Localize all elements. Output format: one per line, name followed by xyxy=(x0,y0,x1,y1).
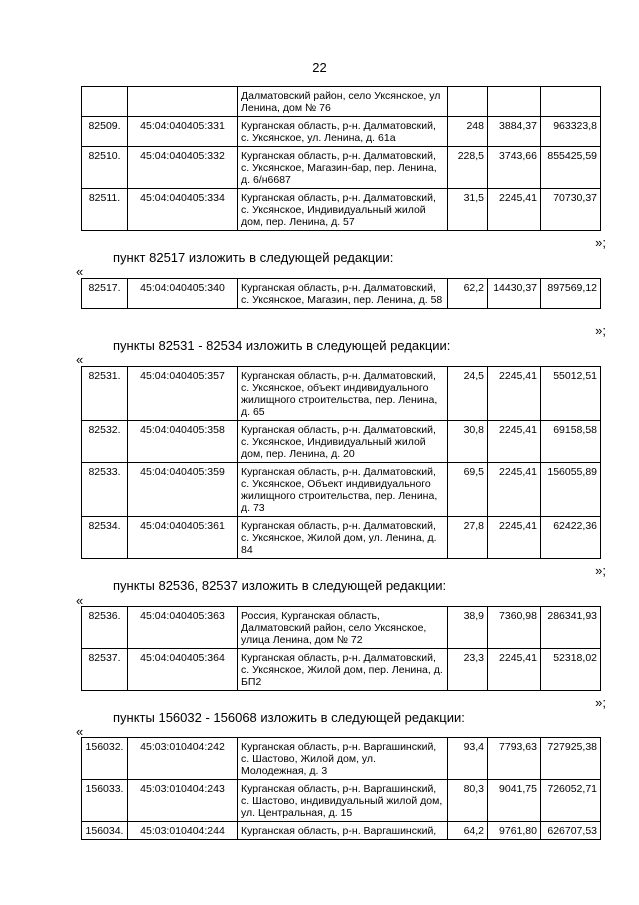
cell-area: 62,2 xyxy=(448,279,488,309)
cell-cadastral-number: 45:03:010404:244 xyxy=(128,822,238,840)
cell-item-number xyxy=(82,87,128,117)
cell-unit-price xyxy=(488,87,541,117)
cell-address: Курганская область, р-н. Далматовский, с. Уксянское, ул. Ленина, д. 61а xyxy=(238,117,448,147)
cell-area: 69,5 xyxy=(448,463,488,517)
table-row xyxy=(82,649,601,691)
cell-cadastral-number: 45:04:040405:364 xyxy=(128,649,238,691)
cell-cadastral-value: 69158,58 xyxy=(541,421,601,463)
cell-area: 24,5 xyxy=(448,367,488,421)
cell-cadastral-number: 45:03:010404:242 xyxy=(128,738,238,780)
cell-address: Курганская область, р-н. Далматовский, с. Уксянское, Жилой дом, пер. Ленина, д. БП2 xyxy=(238,649,448,691)
cell-unit-price: 2245,41 xyxy=(488,517,541,559)
cell-item-number: 82510. xyxy=(82,147,128,189)
cell-unit-price: 7360,98 xyxy=(488,607,541,649)
cell-cadastral-number xyxy=(128,87,238,117)
cell-address: Курганская область, р-н. Далматовский, с. Уксянское, Объект индивидуального жилищного строительства, пер. Ленина, д. 73 xyxy=(238,463,448,517)
cell-item-number: 156033. xyxy=(82,780,128,822)
cell-unit-price: 7793,63 xyxy=(488,738,541,780)
cell-unit-price: 9761,80 xyxy=(488,822,541,840)
closing-quote: »; xyxy=(595,323,606,338)
cell-item-number: 82531. xyxy=(82,367,128,421)
cell-unit-price: 9041,75 xyxy=(488,780,541,822)
cell-unit-price: 14430,37 xyxy=(488,279,541,309)
closing-quote: »; xyxy=(595,695,606,710)
cell-cadastral-number: 45:04:040405:358 xyxy=(128,421,238,463)
cell-cadastral-value: 897569,12 xyxy=(541,279,601,309)
property-table xyxy=(81,278,601,309)
cell-area: 27,8 xyxy=(448,517,488,559)
cell-cadastral-value: 963323,8 xyxy=(541,117,601,147)
cell-cadastral-value: 156055,89 xyxy=(541,463,601,517)
cell-address: Курганская область, р-н. Далматовский, с. Уксянское, Индивидуальный жилой дом, пер. Ленина, д. 57 xyxy=(238,189,448,231)
cell-cadastral-number: 45:04:040405:359 xyxy=(128,463,238,517)
cell-address: Далматовский район, село Уксянское, ул Ленина, дом № 76 xyxy=(238,87,448,117)
table-row xyxy=(82,780,601,822)
cell-cadastral-value: 726052,71 xyxy=(541,780,601,822)
cell-cadastral-value: 286341,93 xyxy=(541,607,601,649)
property-table xyxy=(81,606,601,691)
cell-area: 64,2 xyxy=(448,822,488,840)
cell-unit-price: 2245,41 xyxy=(488,649,541,691)
cell-cadastral-value: 626707,53 xyxy=(541,822,601,840)
cell-cadastral-value xyxy=(541,87,601,117)
table-row xyxy=(82,607,601,649)
cell-area: 228,5 xyxy=(448,147,488,189)
cell-address: Курганская область, р-н. Далматовский, с. Уксянское, объект индивидуального жилищного строительства, пер. Ленина, д. 65 xyxy=(238,367,448,421)
cell-area: 248 xyxy=(448,117,488,147)
cell-cadastral-number: 45:04:040405:334 xyxy=(128,189,238,231)
cell-cadastral-value: 855425,59 xyxy=(541,147,601,189)
cell-cadastral-value: 55012,51 xyxy=(541,367,601,421)
opening-quote: « xyxy=(76,724,84,739)
amendment-instruction: пункты 82536, 82537 изложить в следующей редакции: xyxy=(113,578,447,593)
cell-item-number: 82511. xyxy=(82,189,128,231)
cell-item-number: 82517. xyxy=(82,279,128,309)
cell-unit-price: 3743,66 xyxy=(488,147,541,189)
cell-address: Россия, Курганская область, Далматовский район, село Уксянское, улица Ленина, дом № 72 xyxy=(238,607,448,649)
cell-address: Курганская область, р-н. Варгашинский, с. Шастово, индивидуальный жилой дом, ул. Центральная, д. 15 xyxy=(238,780,448,822)
cell-cadastral-number: 45:04:040405:363 xyxy=(128,607,238,649)
page-number: 22 xyxy=(312,60,327,75)
cell-address: Курганская область, р-н. Варгашинский, с. Шастово, Жилой дом, ул. Молодежная, д. 3 xyxy=(238,738,448,780)
cell-area: 93,4 xyxy=(448,738,488,780)
cell-item-number: 82537. xyxy=(82,649,128,691)
table-row xyxy=(82,87,601,117)
table-row xyxy=(82,117,601,147)
cell-cadastral-number: 45:04:040405:357 xyxy=(128,367,238,421)
table-row xyxy=(82,738,601,780)
table-row xyxy=(82,463,601,517)
cell-unit-price: 2245,41 xyxy=(488,463,541,517)
opening-quote: « xyxy=(76,352,84,367)
cell-cadastral-number: 45:04:040405:340 xyxy=(128,279,238,309)
cell-cadastral-value: 70730,37 xyxy=(541,189,601,231)
cell-cadastral-number: 45:03:010404:243 xyxy=(128,780,238,822)
cell-area: 38,9 xyxy=(448,607,488,649)
amendment-instruction: пункты 82531 - 82534 изложить в следующей редакции: xyxy=(113,338,451,353)
property-table xyxy=(81,86,601,231)
cell-area: 31,5 xyxy=(448,189,488,231)
closing-quote: »; xyxy=(595,235,606,250)
table-row xyxy=(82,517,601,559)
cell-item-number: 82509. xyxy=(82,117,128,147)
cell-area xyxy=(448,87,488,117)
cell-address: Курганская область, р-н. Варгашинский, xyxy=(238,822,448,840)
cell-cadastral-value: 52318,02 xyxy=(541,649,601,691)
amendment-instruction: пункты 156032 - 156068 изложить в следующей редакции: xyxy=(113,710,465,725)
amendment-instruction: пункт 82517 изложить в следующей редакции: xyxy=(113,250,394,265)
cell-item-number: 156034. xyxy=(82,822,128,840)
property-table xyxy=(81,366,601,559)
cell-item-number: 82533. xyxy=(82,463,128,517)
cell-area: 80,3 xyxy=(448,780,488,822)
cell-cadastral-number: 45:04:040405:331 xyxy=(128,117,238,147)
cell-cadastral-number: 45:04:040405:361 xyxy=(128,517,238,559)
table-row xyxy=(82,822,601,840)
table-row xyxy=(82,147,601,189)
table-row xyxy=(82,189,601,231)
cell-item-number: 156032. xyxy=(82,738,128,780)
cell-address: Курганская область, р-н. Далматовский, с. Уксянское, Магазин, пер. Ленина, д. 58 xyxy=(238,279,448,309)
table-row xyxy=(82,421,601,463)
property-table xyxy=(81,737,601,840)
cell-address: Курганская область, р-н. Далматовский, с. Уксянское, Индивидуальный жилой дом, пер. Ленина, д. 20 xyxy=(238,421,448,463)
cell-area: 30,8 xyxy=(448,421,488,463)
cell-unit-price: 3884,37 xyxy=(488,117,541,147)
cell-unit-price: 2245,41 xyxy=(488,421,541,463)
cell-item-number: 82536. xyxy=(82,607,128,649)
cell-address: Курганская область, р-н. Далматовский, с. Уксянское, Магазин-бар, пер. Ленина, д. 6/н6687 xyxy=(238,147,448,189)
cell-item-number: 82534. xyxy=(82,517,128,559)
closing-quote: »; xyxy=(595,563,606,578)
opening-quote: « xyxy=(76,264,84,279)
opening-quote: « xyxy=(76,593,84,608)
cell-area: 23,3 xyxy=(448,649,488,691)
cell-unit-price: 2245,41 xyxy=(488,367,541,421)
table-row xyxy=(82,279,601,309)
cell-cadastral-value: 727925,38 xyxy=(541,738,601,780)
table-row xyxy=(82,367,601,421)
cell-cadastral-number: 45:04:040405:332 xyxy=(128,147,238,189)
cell-unit-price: 2245,41 xyxy=(488,189,541,231)
cell-cadastral-value: 62422,36 xyxy=(541,517,601,559)
cell-address: Курганская область, р-н. Далматовский, с. Уксянское, Жилой дом, ул. Ленина, д. 84 xyxy=(238,517,448,559)
cell-item-number: 82532. xyxy=(82,421,128,463)
